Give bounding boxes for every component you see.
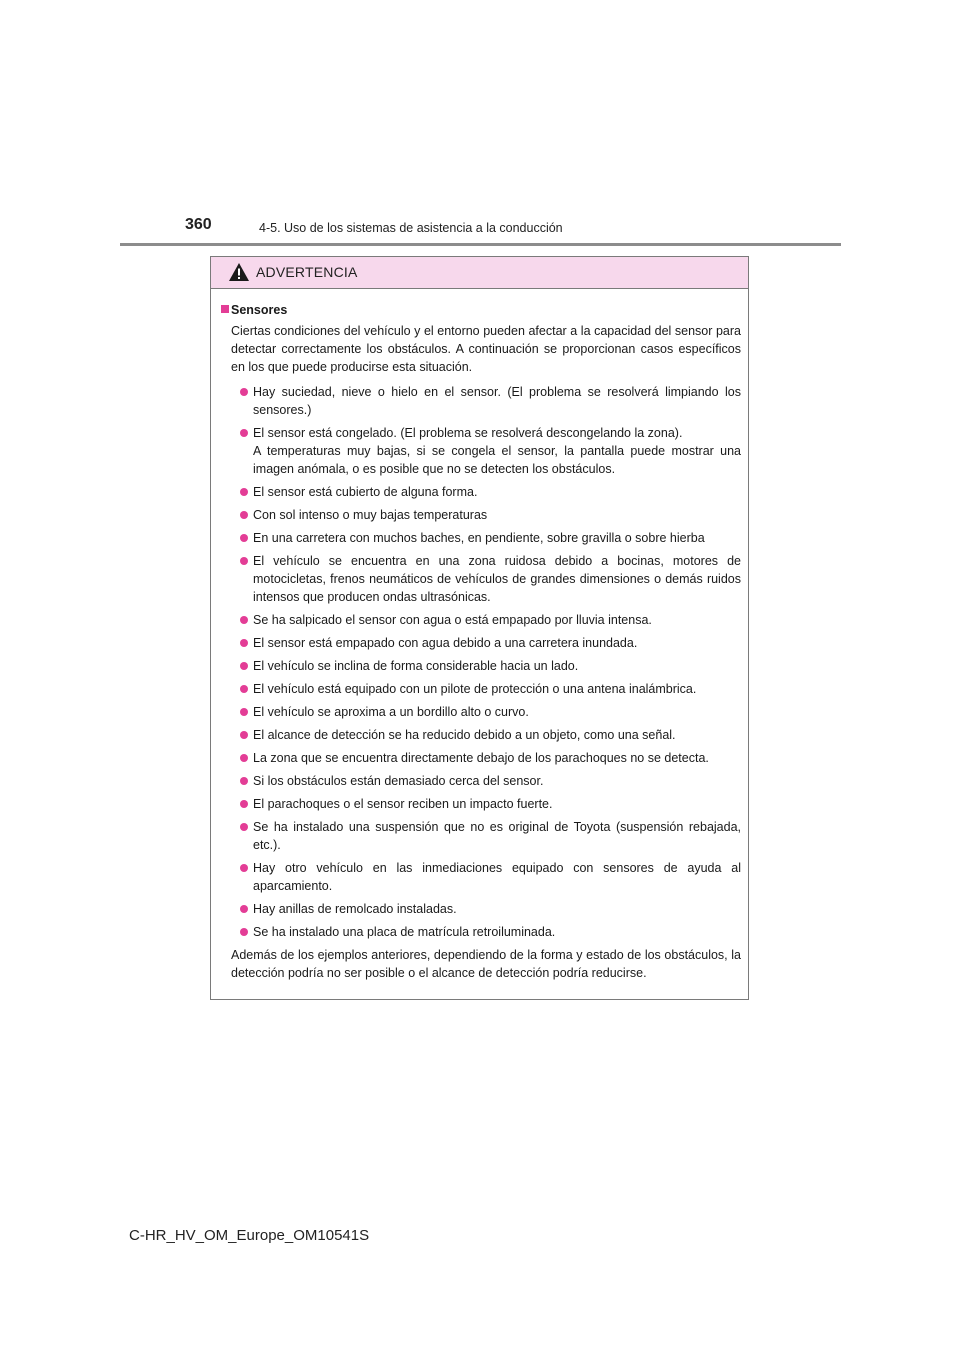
bullet-dot bbox=[240, 488, 248, 496]
list-item bbox=[231, 383, 741, 419]
bullet-dot bbox=[240, 928, 248, 936]
list-item bbox=[231, 795, 741, 813]
bullet-dot bbox=[240, 864, 248, 872]
bullet-dot bbox=[240, 388, 248, 396]
bullet-dot bbox=[240, 511, 248, 519]
bullet-dot bbox=[240, 616, 248, 624]
bullet-dot bbox=[240, 639, 248, 647]
list-item bbox=[231, 424, 741, 478]
list-item bbox=[231, 552, 741, 606]
list-item-text: Si los obstáculos están demasiado cerca del sensor. bbox=[253, 774, 544, 788]
list-item bbox=[231, 529, 741, 547]
subheading bbox=[221, 301, 741, 319]
list-item-text: El alcance de detección se ha reducido debido a un objeto, como una señal. bbox=[253, 728, 676, 742]
list-item-text: Hay otro vehículo en las inmediaciones equipado con sensores de ayuda al aparcamiento. bbox=[253, 861, 741, 893]
list-item-text: El vehículo se aproxima a un bordillo alto o curvo. bbox=[253, 705, 529, 719]
warning-body bbox=[211, 289, 748, 982]
section-title: 4-5. Uso de los sistemas de asistencia a la conducción bbox=[259, 221, 563, 235]
list-item-text: Se ha instalado una placa de matrícula retroiluminada. bbox=[253, 925, 556, 939]
list-item bbox=[231, 818, 741, 854]
list-item-text: El vehículo se encuentra en una zona ruidosa debido a bocinas, motores de motocicletas, frenos neumáticos de vehículos de grandes dimensiones o demás ruidos intensos que producen ondas ultrasónicas. bbox=[253, 554, 741, 604]
list-item bbox=[231, 859, 741, 895]
square-bullet bbox=[221, 305, 229, 313]
list-item-text: La zona que se encuentra directamente debajo de los parachoques no se detecta. bbox=[253, 751, 709, 765]
footer-doc-code: C-HR_HV_OM_Europe_OM10541S bbox=[129, 1227, 370, 1244]
bullet-dot bbox=[240, 905, 248, 913]
closing-paragraph: Además de los ejemplos anteriores, dependiendo de la forma y estado de los obstáculos, la detección podría no ser posible o el alcance de detección podría reducirse. bbox=[231, 948, 741, 980]
list-item bbox=[231, 749, 741, 767]
list-item-text: El parachoques o el sensor reciben un impacto fuerte. bbox=[253, 797, 553, 811]
list-item-text: Hay suciedad, nieve o hielo en el sensor. (El problema se resolverá limpiando los sensores.) bbox=[253, 385, 741, 417]
list-item bbox=[231, 726, 741, 744]
page-number: 360 bbox=[185, 216, 212, 233]
bullet-dot bbox=[240, 429, 248, 437]
list-item-text: El vehículo está equipado con un pilote de protección o una antena inalámbrica. bbox=[253, 682, 697, 696]
list-item-text: El sensor está congelado. (El problema se resolverá descongelando la zona). bbox=[253, 426, 683, 440]
warning-title: ADVERTENCIA bbox=[256, 264, 358, 280]
list-item bbox=[231, 900, 741, 918]
list-item bbox=[231, 611, 741, 629]
list-item-text: Se ha salpicado el sensor con agua o está empapado por lluvia intensa. bbox=[253, 613, 652, 627]
list-item bbox=[231, 634, 741, 652]
bullet-dot bbox=[240, 823, 248, 831]
list-item bbox=[231, 703, 741, 721]
bullet-dot bbox=[240, 685, 248, 693]
warning-box bbox=[210, 256, 749, 1000]
bullet-dot bbox=[240, 708, 248, 716]
list-item bbox=[231, 506, 741, 524]
header-rule bbox=[120, 243, 841, 246]
subheading-text: Sensores bbox=[231, 303, 288, 317]
condition-list bbox=[221, 383, 741, 941]
bullet-dot bbox=[240, 662, 248, 670]
intro-paragraph: Ciertas condiciones del vehículo y el entorno pueden afectar a la capacidad del sensor para detectar correctamente los obstáculos. A continuación se proporcionan casos específicos en los que puede producirse esta situación. bbox=[231, 324, 741, 374]
warning-triangle-icon bbox=[228, 262, 250, 282]
list-item-text: Hay anillas de remolcado instaladas. bbox=[253, 902, 457, 916]
list-item bbox=[231, 680, 741, 698]
list-item-text: El vehículo se inclina de forma considerable hacia un lado. bbox=[253, 659, 579, 673]
list-item-note: A temperaturas muy bajas, si se congela el sensor, la pantalla puede mostrar una imagen anómala, o es posible que no se detecten los obstáculos. bbox=[253, 444, 741, 476]
list-item bbox=[231, 657, 741, 675]
bullet-dot bbox=[240, 754, 248, 762]
bullet-dot bbox=[240, 800, 248, 808]
list-item-text: En una carretera con muchos baches, en pendiente, sobre gravilla o sobre hierba bbox=[253, 531, 705, 545]
list-item bbox=[231, 923, 741, 941]
list-item bbox=[231, 483, 741, 501]
list-item bbox=[231, 772, 741, 790]
list-item-text: Se ha instalado una suspensión que no es original de Toyota (suspensión rebajada, etc.). bbox=[253, 820, 741, 852]
bullet-dot bbox=[240, 731, 248, 739]
warning-header bbox=[211, 257, 748, 289]
bullet-dot bbox=[240, 534, 248, 542]
list-item-text: El sensor está cubierto de alguna forma. bbox=[253, 485, 478, 499]
bullet-dot bbox=[240, 557, 248, 565]
list-item-text: Con sol intenso o muy bajas temperaturas bbox=[253, 508, 488, 522]
bullet-dot bbox=[240, 777, 248, 785]
list-item-text: El sensor está empapado con agua debido a una carretera inundada. bbox=[253, 636, 638, 650]
